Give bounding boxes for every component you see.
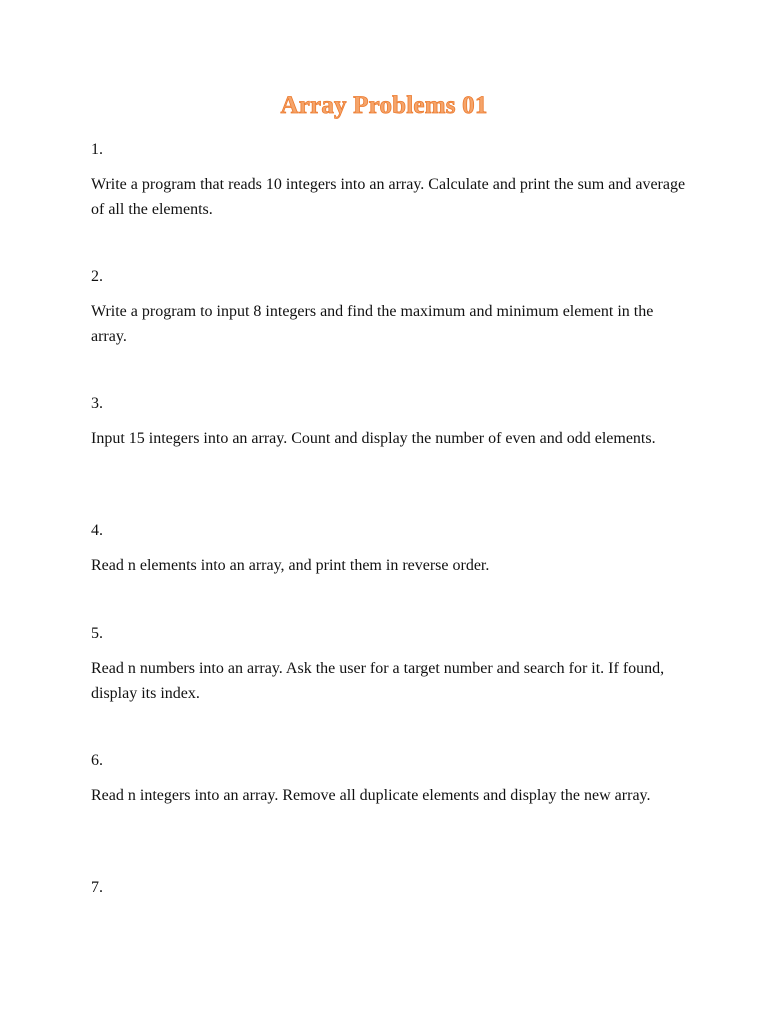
problem-item	[91, 138, 691, 218]
problem-number: 5.	[91, 625, 103, 642]
problem-text: Read n numbers into an array. Ask the user for a target number and search for it. If found, display its index.	[91, 660, 665, 702]
problem-number: 7.	[91, 879, 103, 896]
problem-item	[91, 749, 691, 804]
problem-text: Write a program to input 8 integers and find the maximum and minimum element in the array.	[91, 303, 654, 345]
problem-item	[91, 265, 691, 345]
problem-item	[91, 622, 691, 702]
problem-text: Write a program that reads 10 integers into an array. Calculate and print the sum and average of all the elements.	[91, 176, 686, 218]
page-title: Array Problems 01	[280, 92, 488, 119]
problem-number: 3.	[91, 395, 103, 412]
problem-item	[91, 392, 691, 447]
problem-text: Read n integers into an array. Remove all duplicate elements and display the new array.	[91, 787, 651, 804]
problem-text: Read n elements into an array, and print them in reverse order.	[91, 557, 490, 574]
problem-number: 2.	[91, 268, 103, 285]
problem-item	[91, 876, 691, 900]
problem-number: 1.	[91, 141, 103, 158]
problem-number: 4.	[91, 522, 103, 539]
problem-text: Input 15 integers into an array. Count and display the number of even and odd elements.	[91, 430, 656, 447]
problem-number: 6.	[91, 752, 103, 769]
problem-item	[91, 519, 691, 574]
